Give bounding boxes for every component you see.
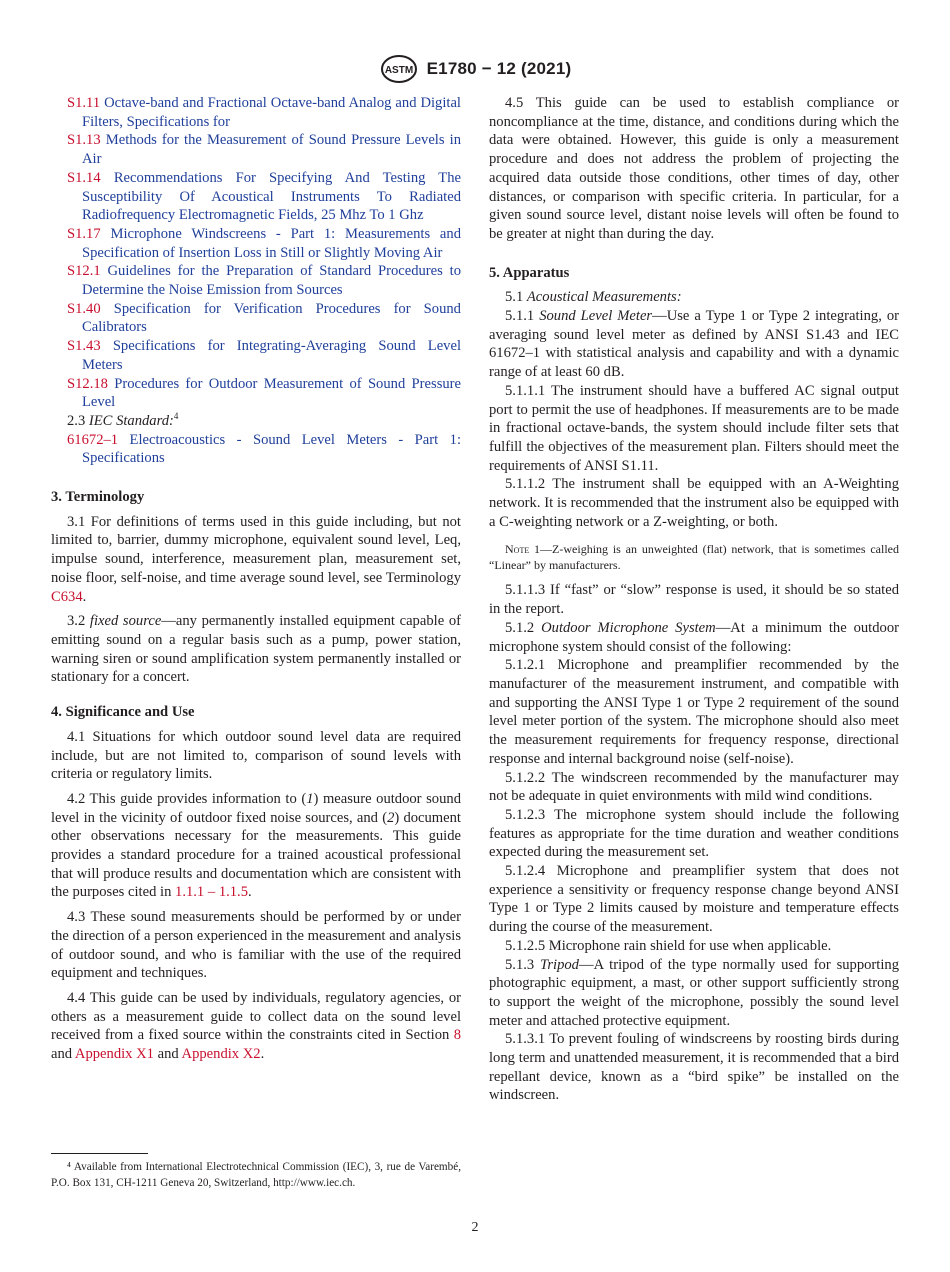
reference-item[interactable]: S1.14 Recommendations For Specifying And Testing The Susceptibility Of Acoustical Instruments To Radiated Radiofrequency Electromagnetic Fields, 25 Mhz To 1 Ghz (67, 169, 461, 224)
reference-item[interactable]: S12.18 Procedures for Outdoor Measurement of Sound Pressure Level (67, 375, 462, 411)
reference-item[interactable]: S1.11 Octave-band and Fractional Octave-band Analog and Digital Filters, Specifications for (67, 95, 461, 130)
link-appendix-x2[interactable]: Appendix X2 (181, 1046, 261, 1063)
ansi-reference-list (51, 94, 461, 412)
note-1: Note 1—Z-weighing is an unweighted (flat) network, that is sometimes called “Linear” by manufacturers. (489, 542, 899, 573)
paragraph-5-1-1: 5.1.1 Sound Level Meter—Use a Type 1 or Type 2 integrating, or averaging sound level meter as defined by ANSI S1.43 and IEC 61672–1 with statistical analysis and capability and with a dynamic range of at least 60 dB. (489, 308, 899, 381)
right-column (489, 94, 899, 1105)
page-number: 2 (471, 1220, 479, 1235)
section-heading: 3. Terminology (51, 489, 145, 506)
left-column (51, 94, 461, 1064)
paragraph-4-3: 4.3 These sound measurements should be performed by or under the direction of a person experienced in the measurement and analysis of outdoor sound, and who is familiar with the use of the required equipment and techniques. (51, 909, 461, 982)
footnote-4: ⁴ Available from International Electrotechnical Commission (IEC), 3, rue de Varembé, P.O. Box 131, CH-1211 Geneva 20, Switzerland, http://www.iec.ch. (51, 1161, 461, 1189)
paragraph-5-1-2-4: 5.1.2.4 Microphone and preamplifier system that does not experience a sensitivity or frequency response change beyond ANSI Type 1 or Type 2 limits caused by moisture and temperature effects during the course of the measurement. (489, 863, 899, 936)
reference-item[interactable]: S1.40 Specification for Verification Procedures for Sound Calibrators (67, 300, 461, 336)
link-c634[interactable]: C634 (51, 588, 83, 605)
reference-item[interactable]: S12.1 Guidelines for the Preparation of Standard Procedures to Determine the Noise Emission from Sources (67, 263, 461, 299)
page-header (0, 52, 950, 86)
paragraph-5-1-2-5: 5.1.2.5 Microphone rain shield for use when applicable. (505, 937, 832, 954)
section-heading: 5. Apparatus (489, 264, 570, 281)
paragraph-4-1: 4.1 Situations for which outdoor sound level data are required include, but are not limited to, comparison of sound levels with criteria or regulatory limits. (51, 728, 461, 783)
paragraph-3-1: 3.1 For definitions of terms used in this guide including, but not limited to, barrier, dummy microphone, equivalent sound level, Leq, impulse sound, interference, measurement plan, measurement set, noise floor, self-noise, and time average sound level, see Terminology C634. (51, 513, 461, 605)
paragraph-5-1-2-3: 5.1.2.3 The microphone system should include the following features as appropriate for the time duration and weather conditions expected during the measurement set. (489, 806, 899, 861)
reference-item[interactable]: 61672–1 Electroacoustics - Sound Level Meters - Part 1: Specifications (67, 431, 462, 467)
paragraph-3-2: 3.2 fixed source—any permanently installed equipment capable of emitting sound on a regular basis such as a pump, power station, warning siren or sound amplification system permanently installed or stationary for a concert. (51, 613, 461, 686)
paragraph-5-1-2-1: 5.1.2.1 Microphone and preamplifier recommended by the manufacturer of the measurement instrument, and compatible with and supporting the ANSI Type 1 or Type 2 requirement of the sound level meter portion of the system. The microphone should also meet the measurement requirements for frequency response, directional response and internal background noise (self-noise). (489, 657, 899, 767)
paragraph-5-1-1-3: 5.1.1.3 If “fast” or “slow” response is used, it should be so stated in the report. (489, 582, 899, 618)
reference-item[interactable]: S1.17 Microphone Windscreens - Part 1: Measurements and Specification of Insertion Loss in Still or Slightly Moving Air (67, 225, 462, 261)
paragraph-4-5: 4.5 This guide can be used to establish compliance or noncompliance at the time, distance, and conditions during which the data were obtained. However, this guide is only a measurement procedure and does not address the problem of projecting the acquired data outside those conditions, other times of day, other distances, or comparison with specific criteria. In particular, for a given sound source level, distant noise levels will often be found to be greater at night than during the day. (489, 95, 899, 242)
link-section-8[interactable]: 8 (453, 1027, 461, 1044)
footnote-divider (51, 1153, 148, 1154)
footnote-marker[interactable]: 4 (173, 411, 179, 422)
paragraph-5-1-2-2: 5.1.2.2 The windscreen recommended by the manufacturer may not be adequate in quiet environments with mild wind conditions. (489, 769, 899, 805)
reference-item[interactable]: S1.43 Specifications for Integrating-Averaging Sound Level Meters (67, 338, 461, 373)
astm-logo-icon (379, 54, 419, 84)
paragraph-4-2: 4.2 This guide provides information to (1) measure outdoor sound level in the vicinity of outdoor fixed noise sources, and (2) document other observations necessary for the measurements. This guide provides a standard procedure for a trained acoustical professional that will produce results and documentation which are consistent with the purposes cited in 1.1.1 – 1.1.5. (51, 790, 461, 901)
section-heading: 4. Significance and Use (51, 704, 195, 721)
iec-standard-heading: 2.3 IEC Standard:$^4$ (67, 411, 179, 429)
paragraph-5-1: 5.1 Acoustical Measurements: (505, 289, 682, 306)
paragraph-5-1-3-1: 5.1.3.1 To prevent fouling of windscreens by roosting birds during long term and unattended measurement, it is recommended that a bird repellant device, known as a “bird spike” be installed on the windscreen. (489, 1031, 899, 1104)
paragraph-5-1-3: 5.1.3 Tripod—A tripod of the type normally used for supporting photographic equipment, a mast, or other support sufficiently strong to support the weight of the microphone, possibly the sound level meter and attached protective equipment. (489, 956, 899, 1029)
paragraph-5-1-1-1: 5.1.1.1 The instrument should have a buffered AC signal output port to permit the use of headphones. If measurements are to be made in fractional octave-bands, the system should include filter sets that fulfill the objectives of the measurement plan. Filters should meet the requirements of ANSI S1.11. (489, 382, 899, 474)
document-id: E1780 − 12 (2021) (426, 59, 572, 78)
paragraph-5-1-1-2: 5.1.1.2 The instrument shall be equipped with an A-Weighting network. It is recommended that the instrument also be equipped with a C-weighting network or a Z-weighting, or both. (489, 476, 899, 530)
link-appendix-x1[interactable]: Appendix X1 (74, 1046, 154, 1063)
paragraph-5-1-2: 5.1.2 Outdoor Microphone System—At a minimum the outdoor microphone system should consist of the following: (489, 619, 899, 655)
svg-text:ASTM: ASTM (384, 65, 413, 76)
paragraph-4-4: 4.4 This guide can be used by individuals, regulatory agencies, or others as a measurement guide to collect data on the sound level received from a fixed source within the constraints cited in Section 8 and Appendix X1 and Appendix X2. (51, 989, 461, 1063)
link-section-1-1-1[interactable]: 1.1.1 – 1.1.5 (175, 884, 248, 901)
reference-item[interactable]: S1.13 Methods for the Measurement of Sound Pressure Levels in Air (67, 132, 461, 168)
